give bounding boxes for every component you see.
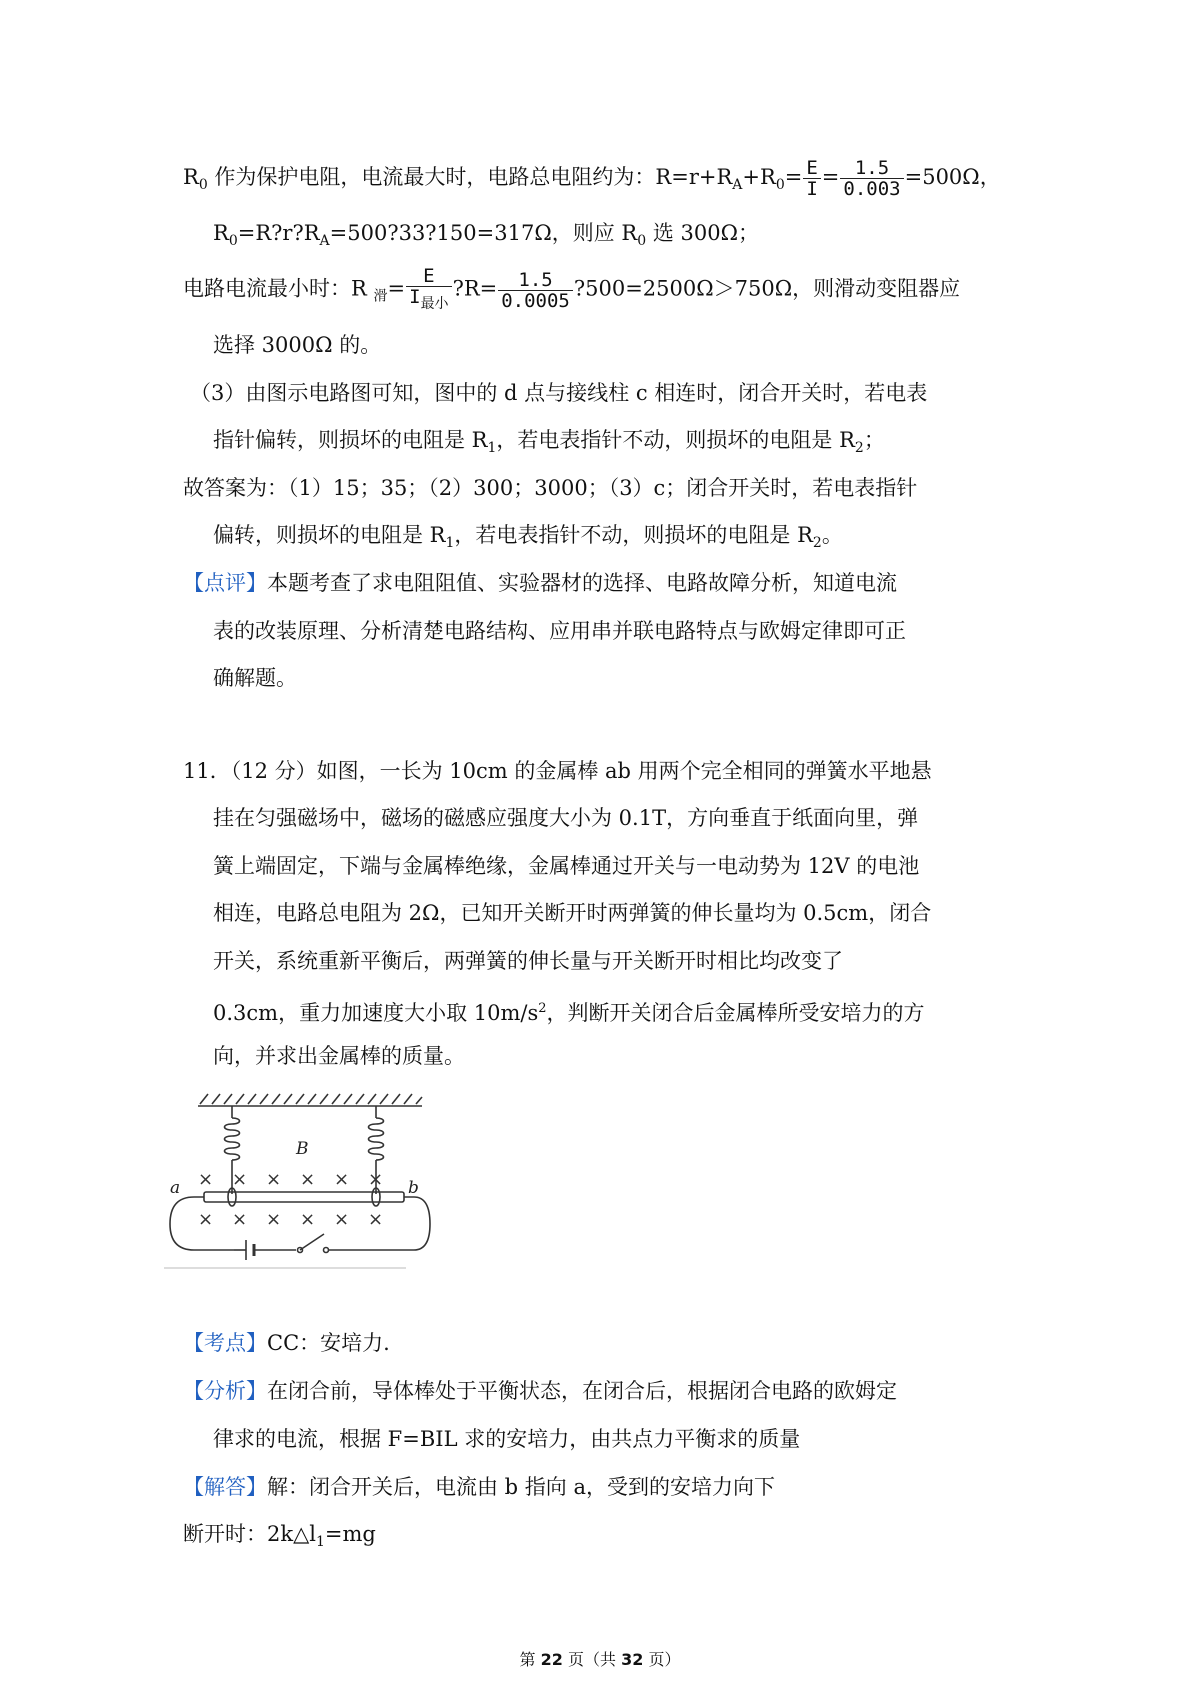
comment-line: 确解题。 — [213, 666, 297, 690]
fraction: $\frac{1.5}{0.003}$ — [840, 158, 903, 199]
fraction: $\frac{1.5}{0.0005}$ — [498, 270, 573, 311]
solution-line: $R_0=R?r?R_A=500?33?150=317\Omega$，则应 $R_0$ 选 300Ω； — [213, 221, 759, 249]
page-total: 32 — [621, 1650, 644, 1669]
metal-rod — [204, 1192, 404, 1202]
page-footer: 第 22 页（共 32 页） — [519, 1650, 681, 1669]
question-line: 向，并求出金属棒的质量。 — [213, 1044, 465, 1068]
question-line: 簧上端固定，下端与金属棒绝缘，金属棒通过开关与一电动势为 12V 的电池 — [213, 854, 920, 878]
cross-mark: × — [232, 1169, 248, 1190]
question-line: 11．（12 分）如图，一长为 10cm 的金属棒 ab 用两个完全相同的弹簧水平地悬 — [183, 759, 932, 783]
question-line: 0.3cm，重力加速度大小取 $10m/s^2$，判断开关闭合后金属棒所受安培力的方 — [213, 1001, 925, 1025]
switch-lever — [300, 1234, 324, 1250]
ceiling-hatch — [200, 1094, 422, 1104]
cross-mark: × — [300, 1169, 316, 1190]
solution-line: （3）由图示电路图可知，图中的 d 点与接线柱 c 相连时，闭合开关时，若电表 — [190, 381, 928, 405]
comment-line: 表的改装原理、分析清楚电路结构、应用串并联电路特点与欧姆定律即可正 — [213, 619, 906, 643]
cross-mark: × — [368, 1209, 384, 1230]
label-B: B — [296, 1139, 309, 1159]
cross-mark: × — [266, 1209, 282, 1230]
solution-line: $R_0$ 作为保护电阻，电流最大时，电路总电阻约为：$R=r+R_A+R_0=$ $\frac{E}{I}$ = $\frac{1.5}{0.003}$ =500Ω， — [183, 157, 1001, 200]
fraction: $\frac{E}{I_{最小}}$ — [406, 266, 451, 314]
comment-tag: 【点评】 — [183, 571, 267, 595]
cross-mark: × — [198, 1209, 214, 1230]
cross-mark: × — [368, 1169, 384, 1190]
analysis-line: 律求的电流，根据 F=BIL 求的安培力，由共点力平衡求的质量 — [213, 1427, 801, 1451]
fraction: $\frac{E}{I}$ — [803, 158, 820, 199]
question-line: 挂在匀强磁场中，磁场的磁感应强度大小为 0.1T，方向垂直于纸面向里，弹 — [213, 806, 919, 830]
page-number: 22 — [540, 1650, 563, 1669]
comment-line: 【点评】本题考查了求电阻阻值、实验器材的选择、电路故障分析，知道电流 — [183, 571, 897, 595]
solution-line: 选择 3000Ω 的。 — [213, 333, 382, 357]
solution-line: 【解答】解：闭合开关后，电流由 b 指向 a，受到的安培力向下 — [183, 1475, 775, 1499]
cross-mark: × — [300, 1209, 316, 1230]
answer-line: 故答案为：（1）15；35；（2）300；3000；（3）c；闭合开关时，若电表指针 — [183, 476, 918, 500]
label-b: b — [408, 1178, 419, 1198]
cross-mark: × — [198, 1169, 214, 1190]
question-line: 开关，系统重新平衡后，两弹簧的伸长量与开关断开时相比均改变了 — [213, 949, 843, 973]
solution-line: 断开时：$2k\triangle l_1=mg$ — [183, 1522, 376, 1550]
cross-mark: × — [266, 1169, 282, 1190]
answer-line: 偏转，则损坏的电阻是 $R_1$，若电表指针不动，则损坏的电阻是 $R_2$。 — [213, 523, 843, 551]
keypoint-line: 【考点】CC：安培力. — [183, 1331, 390, 1355]
label-a: a — [170, 1178, 181, 1198]
analysis-line: 【分析】在闭合前，导体棒处于平衡状态，在闭合后，根据闭合电路的欧姆定 — [183, 1379, 897, 1403]
question-line: 相连，电路总电阻为 2Ω，已知开关断开时两弹簧的伸长量均为 0.5cm，闭合 — [213, 901, 932, 925]
solution-line: 指针偏转，则损坏的电阻是 $R_1$，若电表指针不动，则损坏的电阻是 $R_2$； — [213, 428, 885, 456]
solution-tag: 【解答】 — [183, 1475, 267, 1499]
solution-line: 电路电流最小时：R $_滑$= $\frac{E}{I_{最小}}$ ?R= $\frac{1.5}{0.0005}$ ?500=2500Ω＞750Ω，则滑动变阻器应 — [183, 265, 961, 312]
cross-mark: × — [334, 1169, 350, 1190]
analysis-tag: 【分析】 — [183, 1379, 267, 1403]
cross-mark: × — [232, 1209, 248, 1230]
keypoint-tag: 【考点】 — [183, 1331, 267, 1355]
circuit-figure — [170, 1082, 442, 1272]
cross-mark: × — [334, 1209, 350, 1230]
